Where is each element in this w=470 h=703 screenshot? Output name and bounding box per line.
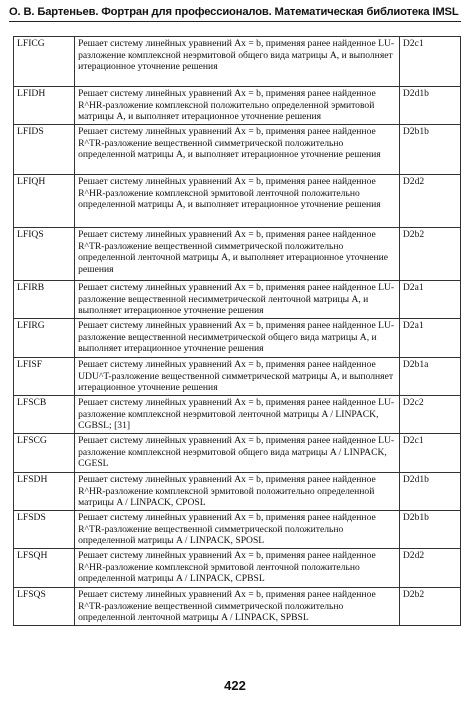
routine-description: Решает систему линейных уравнений Ax = b, применяя ранее найденное LU-разложение комплексной неэрмитовой общего вида матрицы A, и выполняет итерационное уточнение решения: [75, 37, 400, 87]
routine-name: LFIQH: [14, 175, 75, 228]
table-row: [14, 549, 461, 588]
routine-name: LFSDS: [14, 511, 75, 549]
routine-name: LFIDH: [14, 87, 75, 125]
routine-name: LFIQS: [14, 228, 75, 281]
routine-description: Решает систему линейных уравнений Ax = b, применяя ранее найденное R^TR-разложение вещественной симметрической положительно определенной матрицы A / LINPACK, SPOSL: [75, 511, 400, 549]
routine-class: D2c1: [399, 434, 460, 473]
routine-name: LFISF: [14, 358, 75, 396]
routine-class: D2c2: [399, 396, 460, 434]
table-row: [14, 228, 461, 281]
running-header: О. В. Бартеньев. Фортран для профессионалов. Математическая библиотека IMSL: [9, 6, 461, 22]
routine-name: LFSDH: [14, 473, 75, 511]
routine-description: Решает систему линейных уравнений Ax = b, применяя ранее найденное R^HR-разложение комплексной эрмитовой ленточной положительно определенной матрицы A, и выполняет итерационное уточнение решения: [75, 175, 400, 228]
table-row: [14, 319, 461, 358]
routine-description: Решает систему линейных уравнений Ax = b, применяя ранее найденное R^TR-разложение вещественной симметрической положительно определенной ленточной матрицы A, и выполняет итерационное уточнение решения: [75, 228, 400, 281]
table-row: [14, 175, 461, 228]
routine-class: D2a1: [399, 281, 460, 319]
routine-description: Решает систему линейных уравнений Ax = b, применяя ранее найденное R^HR-разложение комплексной эрмитовой положительно определенной матрицы A / LINPACK, CPOSL: [75, 473, 400, 511]
table-row: [14, 281, 461, 319]
routine-class: D2b1b: [399, 125, 460, 175]
routine-description: Решает систему линейных уравнений Ax = b, применяя ранее найденное UDU^T-разложение вещественной симметрической матрицы A, и выполняет итерационное уточнение решения: [75, 358, 400, 396]
routine-name: LFIRB: [14, 281, 75, 319]
page-number: 422: [224, 678, 246, 693]
table-row: [14, 511, 461, 549]
table-row: [14, 588, 461, 626]
table-row: [14, 396, 461, 434]
routine-name: LFSQH: [14, 549, 75, 588]
routine-class: D2b1a: [399, 358, 460, 396]
routine-description: Решает систему линейных уравнений Ax = b, применяя ранее найденное LU-разложение комплексной неэрмитовой ленточной матрицы A / LINPACK, CGBSL; [31]: [75, 396, 400, 434]
routine-class: D2d2: [399, 549, 460, 588]
routine-description: Решает систему линейных уравнений Ax = b, применяя ранее найденное R^TR-разложение вещественной симметрической положительно определенной ленточной матрицы A / LINPACK, SPBSL: [75, 588, 400, 626]
routine-name: LFSQS: [14, 588, 75, 626]
table-row: [14, 87, 461, 125]
routine-class: D2b2: [399, 228, 460, 281]
routine-name: LFIDS: [14, 125, 75, 175]
routine-description: Решает систему линейных уравнений Ax = b, применяя ранее найденное LU-разложение комплексной неэрмитовой общего вида матрицы A / LINPACK, CGESL: [75, 434, 400, 473]
table-row: [14, 473, 461, 511]
routine-description: Решает систему линейных уравнений Ax = b, применяя ранее найденное R^TR-разложение вещественной симметрической положительно определенной матрицы A, и выполняет итерационное уточнение решения: [75, 125, 400, 175]
routine-class: D2b2: [399, 588, 460, 626]
routine-class: D2b1b: [399, 511, 460, 549]
routine-description: Решает систему линейных уравнений Ax = b, применяя ранее найденное LU-разложение вещественной несимметрической ленточной матрицы A, и выполняет итерационное уточнение решения: [75, 281, 400, 319]
routine-class: D2d2: [399, 175, 460, 228]
routine-class: D2d1b: [399, 473, 460, 511]
table-row: [14, 358, 461, 396]
table-row: [14, 37, 461, 87]
routine-description: Решает систему линейных уравнений Ax = b, применяя ранее найденное LU-разложение вещественной несимметрической общего вида матрицы A, и выполняет итерационное уточнение решения: [75, 319, 400, 358]
table-row: [14, 434, 461, 473]
table-row: [14, 125, 461, 175]
routine-name: LFSCB: [14, 396, 75, 434]
routine-name: LFICG: [14, 37, 75, 87]
routine-description: Решает систему линейных уравнений Ax = b, применяя ранее найденное R^HR-разложение комплексной положительно определенной эрмитовой матрицы A, и выполняет итерационное уточнение решения: [75, 87, 400, 125]
routine-class: D2d1b: [399, 87, 460, 125]
routine-table: [13, 36, 461, 626]
routine-description: Решает систему линейных уравнений Ax = b, применяя ранее найденное R^HR-разложение комплексной эрмитовой ленточной положительно определенной матрицы A / LINPACK, CPBSL: [75, 549, 400, 588]
routine-class: D2c1: [399, 37, 460, 87]
routine-class: D2a1: [399, 319, 460, 358]
routine-name: LFIRG: [14, 319, 75, 358]
routine-name: LFSCG: [14, 434, 75, 473]
